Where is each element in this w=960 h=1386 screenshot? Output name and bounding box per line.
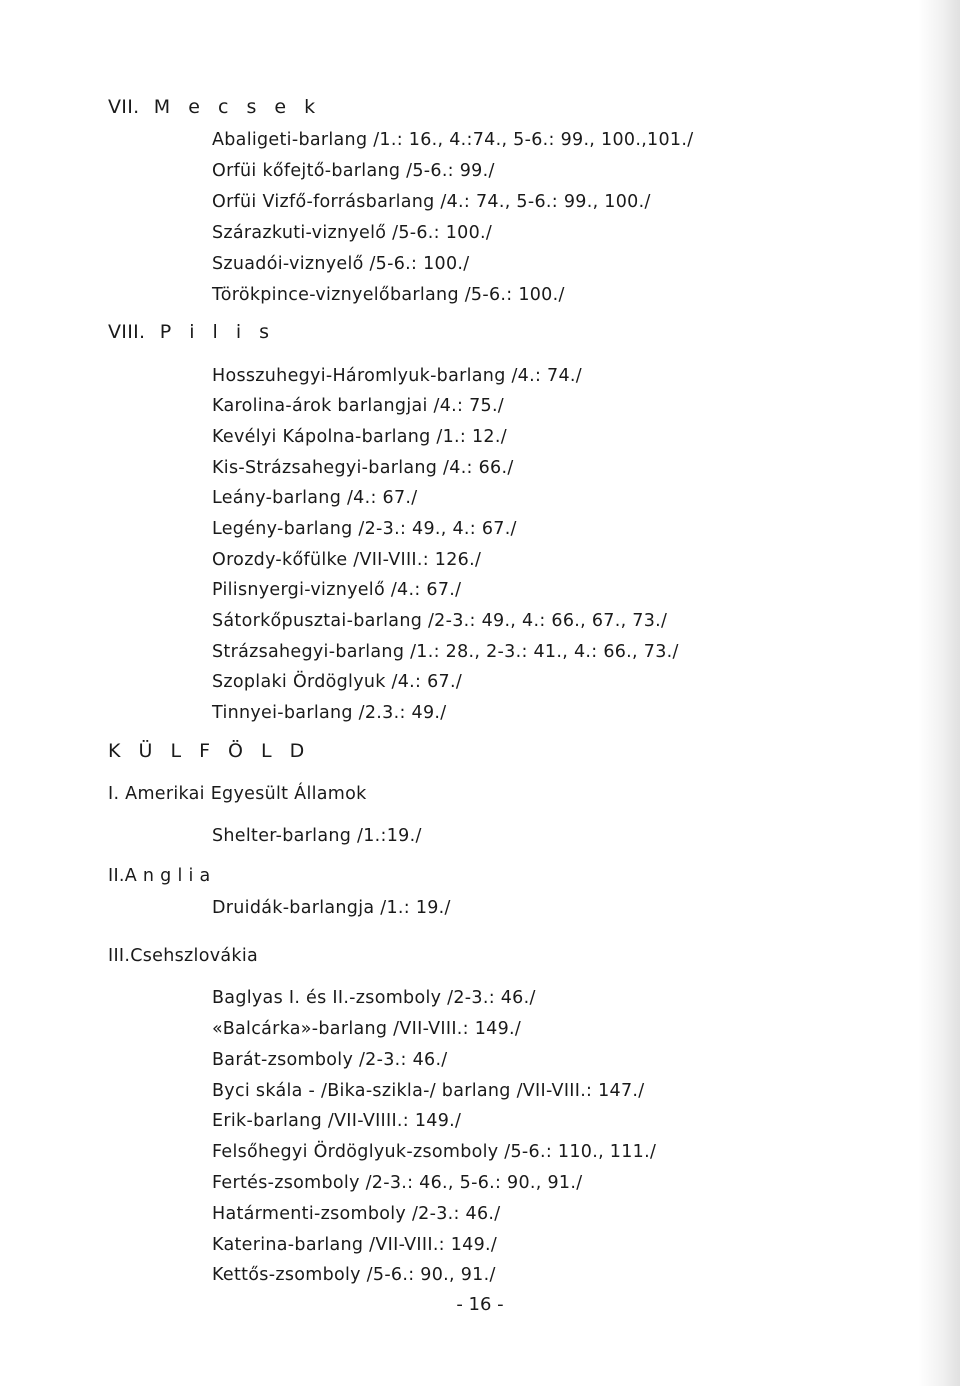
list-item: Szárazkuti-viznyelő /5-6.: 100./: [212, 223, 493, 243]
section-name: M e c s e k: [153, 96, 322, 118]
list-item: Barát-zsomboly /2-3.: 46./: [212, 1050, 448, 1070]
list-item: Karolina-árok barlangjai /4.: 75./: [212, 396, 505, 416]
list-item: Orfüi kőfejtő-barlang /5-6.: 99./: [212, 161, 495, 181]
list-item: Kevélyi Kápolna-barlang /1.: 12./: [212, 427, 507, 447]
list-item: Byci skála - /Bika-szikla-/ barlang /VII-VIII.: 147./: [212, 1081, 645, 1101]
list-item: Strázsahegyi-barlang /1.: 28., 2-3.: 41., 4.: 66., 73./: [212, 642, 679, 662]
list-item: Tinnyei-barlang /2.3.: 49./: [212, 703, 447, 723]
list-item: Hosszuhegyi-Háromlyuk-barlang /4.: 74./: [212, 366, 582, 386]
list-item: Pilisnyergi-viznyelő /4.: 67./: [212, 580, 462, 600]
list-item: Druidák-barlangja /1.: 19./: [212, 898, 451, 918]
list-item: Orfüi Vizfő-forrásbarlang /4.: 74., 5-6.: 99., 100./: [212, 192, 651, 212]
scan-shadow-edge: [918, 0, 960, 1386]
subsection-heading-amerika: I. Amerikai Egyesült Államok: [108, 784, 367, 804]
section-number: VIII.: [108, 321, 146, 343]
list-item: Sátorkőpusztai-barlang /2-3.: 49., 4.: 66., 67., 73./: [212, 611, 668, 631]
list-item: Törökpince-viznyelőbarlang /5-6.: 100./: [212, 285, 565, 305]
list-item: Erik-barlang /VII-VIIII.: 149./: [212, 1111, 462, 1131]
list-item: Szoplaki Ördöglyuk /4.: 67./: [212, 672, 463, 692]
section-heading-mecsek: [108, 96, 321, 118]
subsection-heading-csehszlovakia: III.Csehszlovákia: [108, 946, 259, 966]
list-item: Kettős-zsomboly /5-6.: 90., 91./: [212, 1265, 496, 1285]
list-item: Szuadói-viznyelő /5-6.: 100./: [212, 254, 470, 274]
list-item: Kis-Strázsahegyi-barlang /4.: 66./: [212, 458, 514, 478]
list-item: Határmenti-zsomboly /2-3.: 46./: [212, 1204, 501, 1224]
section-number: VII.: [108, 96, 140, 118]
list-item: Shelter-barlang /1.:19./: [212, 826, 422, 846]
list-item: Baglyas I. és II.-zsomboly /2-3.: 46./: [212, 988, 536, 1008]
list-item: Abaligeti-barlang /1.: 16., 4.:74., 5-6.: 99., 100.,101./: [212, 130, 694, 150]
list-item: Leány-barlang /4.: 67./: [212, 488, 418, 508]
list-item: Katerina-barlang /VII-VIII.: 149./: [212, 1235, 498, 1255]
list-item: Felsőhegyi Ördöglyuk-zsomboly /5-6.: 110., 111./: [212, 1142, 657, 1162]
section-name: P i l i s: [159, 321, 276, 343]
list-item: Legény-barlang /2-3.: 49., 4.: 67./: [212, 519, 517, 539]
page-number: - 16 -: [456, 1294, 504, 1315]
list-item: Fertés-zsomboly /2-3.: 46., 5-6.: 90., 91./: [212, 1173, 583, 1193]
list-item: Orozdy-kőfülke /VII-VIII.: 126./: [212, 550, 482, 570]
subsection-heading-anglia: II.A n g l i a: [108, 866, 211, 886]
section-heading-pilis: [108, 321, 275, 343]
section-heading-kulfold: K Ü L F Ö L D: [108, 740, 311, 762]
list-item: «Balcárka»-barlang /VII-VIII.: 149./: [212, 1019, 522, 1039]
